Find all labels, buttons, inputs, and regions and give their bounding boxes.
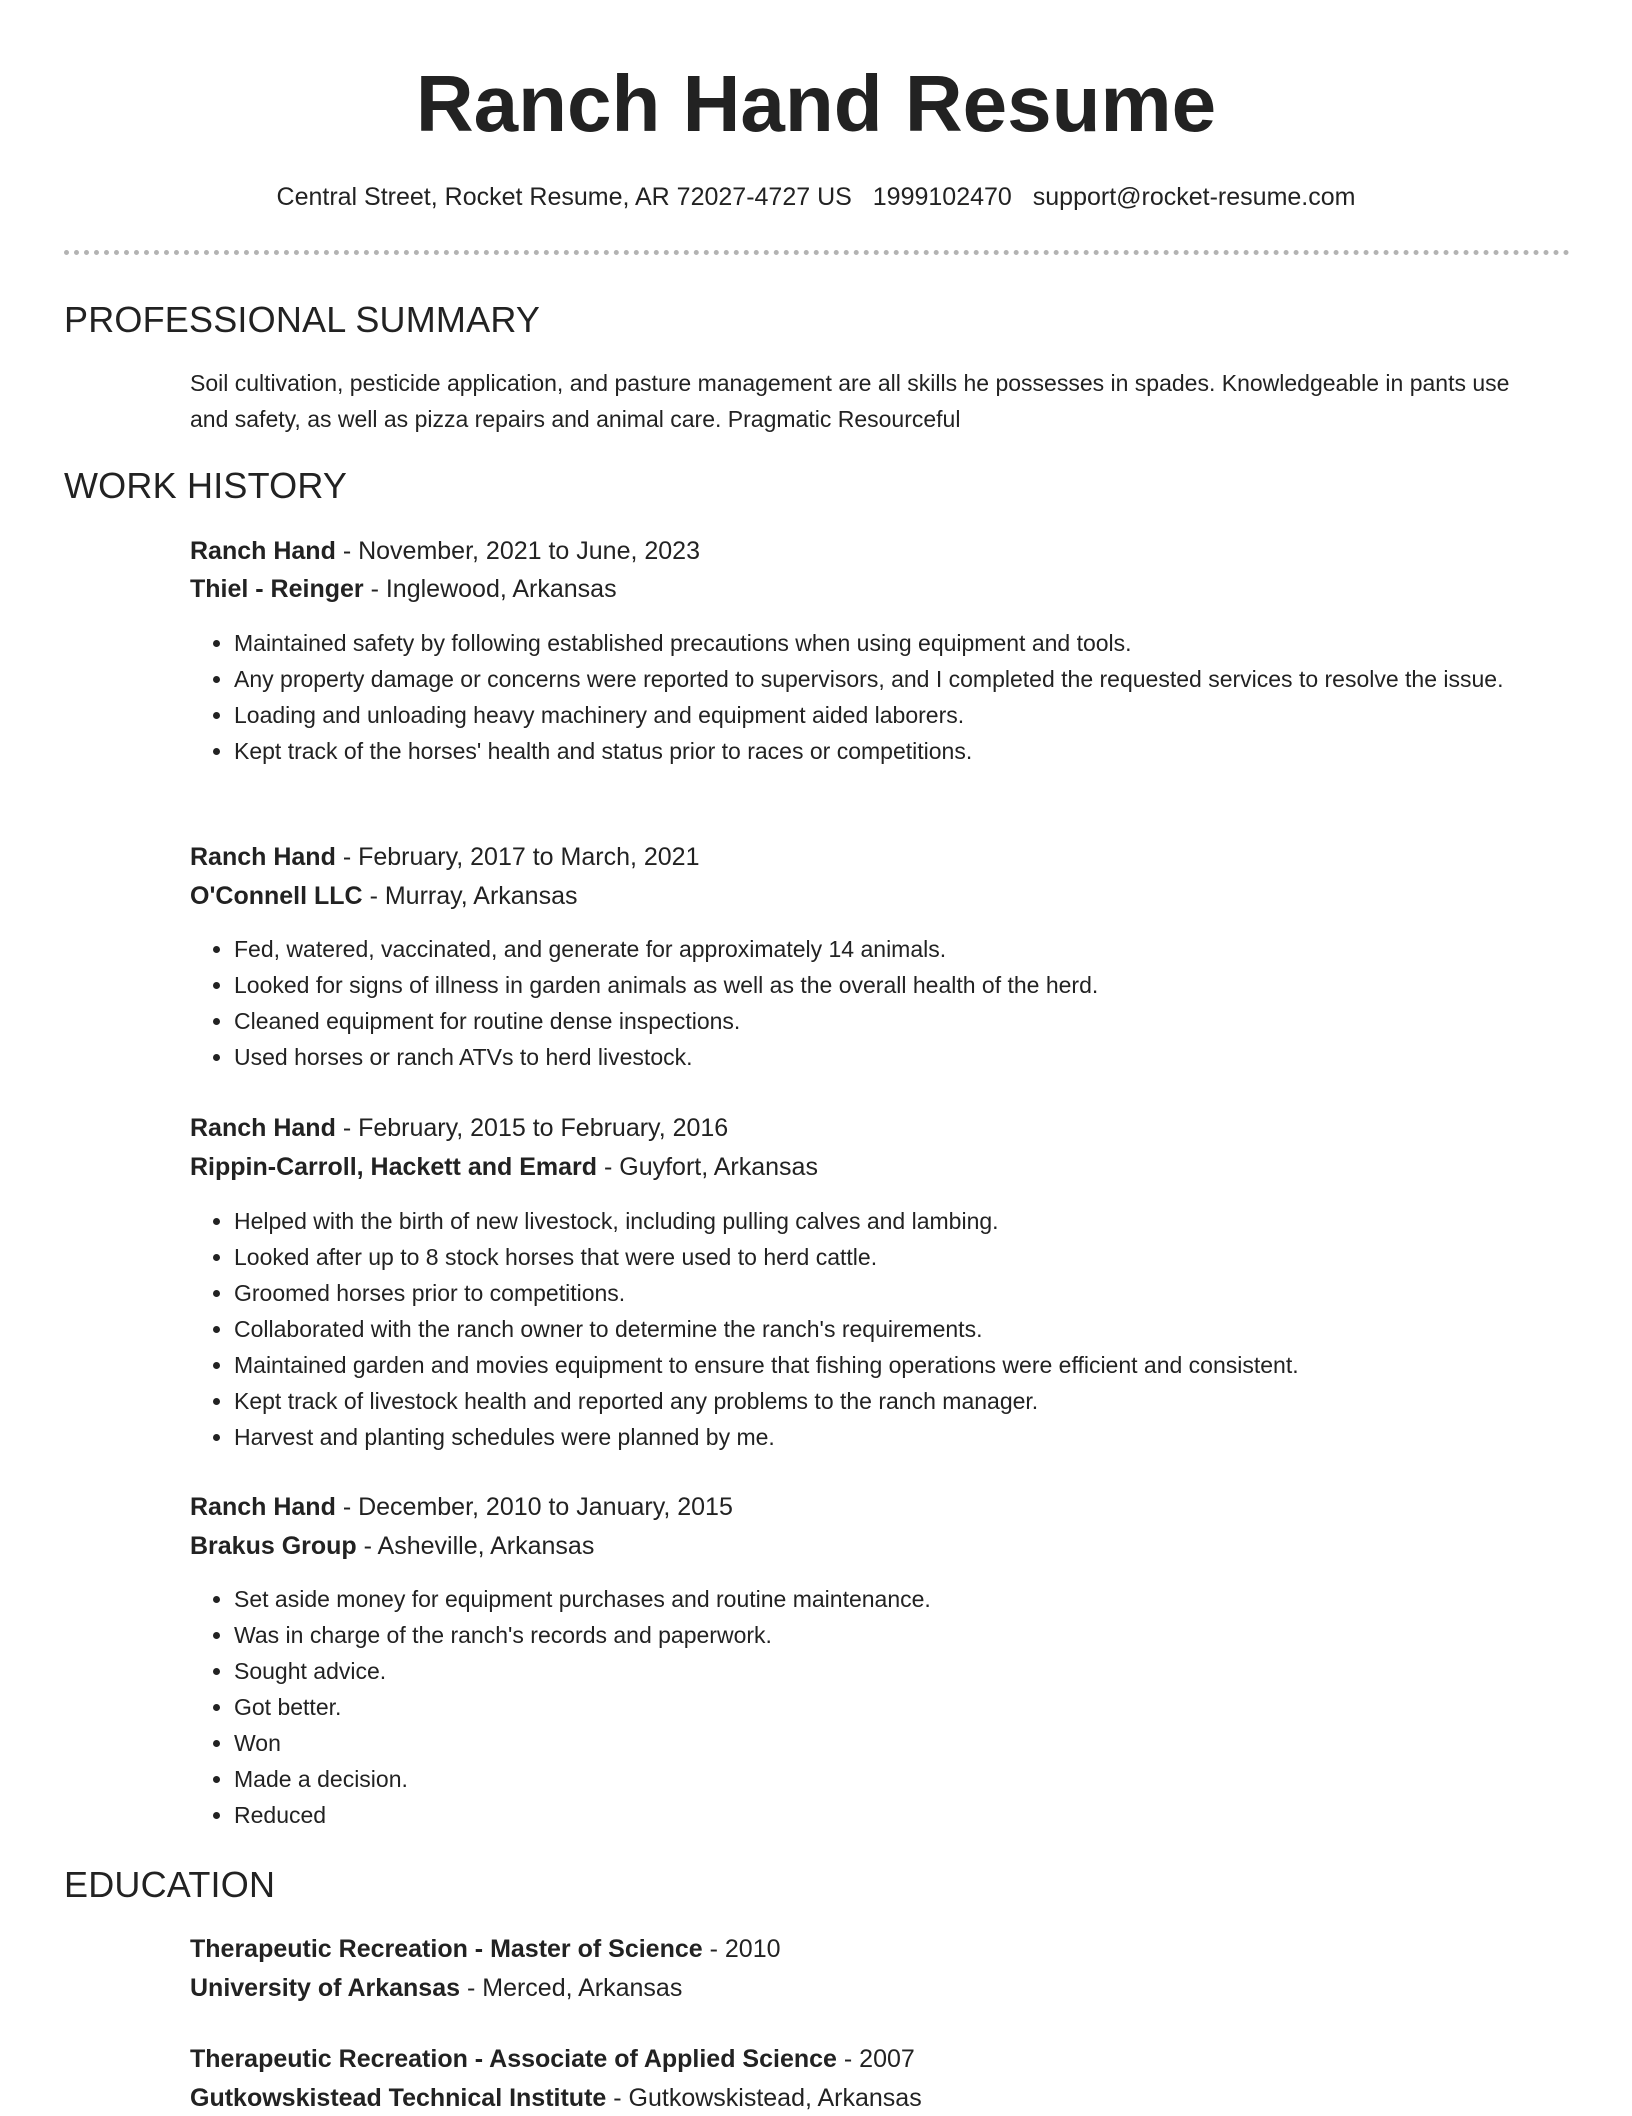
job-bullets — [190, 931, 1574, 1075]
list-item: • Any property damage or concerns were reported to supervisors, and I completed the requested services to resolve the issue. — [234, 661, 1574, 697]
job-title-line — [190, 1489, 1530, 1525]
list-item: • Looked after up to 8 stock horses that were used to herd cattle. — [234, 1239, 1574, 1275]
job-company: O'Connell LLC — [190, 882, 363, 910]
education-location: - Merced, Arkansas — [466, 1974, 683, 2002]
education-school: University of Arkansas — [190, 1974, 461, 2002]
job-company: Thiel - Reinger — [190, 575, 364, 603]
education-degree-line — [190, 2041, 1530, 2077]
list-item: • Groomed horses prior to competitions. — [234, 1275, 1574, 1311]
job-title-line — [190, 839, 1530, 875]
education-degree-line — [190, 1931, 1530, 1967]
list-item: • Set aside money for equipment purchases and routine maintenance. — [234, 1581, 1574, 1617]
education-year: - 2007 — [843, 2045, 915, 2073]
job-dates: - November, 2021 to June, 2023 — [342, 537, 700, 565]
list-item: • Maintained safety by following established precautions when using equipment and tools. — [234, 625, 1574, 661]
job-dates: - February, 2015 to February, 2016 — [342, 1114, 729, 1142]
list-item: • Kept track of the horses' health and status prior to races or competitions. — [234, 733, 1574, 769]
job-bullets — [190, 1581, 1574, 1833]
list-item: • Kept track of livestock health and reported any problems to the ranch manager. — [234, 1383, 1574, 1419]
page-title: Ranch Hand Resume — [415, 59, 1217, 148]
contact-phone: 1999102470 — [872, 183, 1012, 211]
education-year: - 2010 — [709, 1935, 781, 1963]
summary-text: Soil cultivation, pesticide application, and pasture management are all skills he possesses in spades. Knowledgeable in pants use and safety, as well as pizza repairs and animal care. Pragmatic Resourceful — [190, 370, 1510, 432]
summary-heading: PROFESSIONAL SUMMARY — [64, 299, 541, 340]
job-dates: - December, 2010 to January, 2015 — [342, 1493, 733, 1521]
job-company-line — [190, 1149, 1530, 1185]
list-item: • Collaborated with the ranch owner to determine the ranch's requirements. — [234, 1311, 1574, 1347]
list-item: • Won — [234, 1725, 1574, 1761]
education-school: Gutkowskistead Technical Institute — [190, 2084, 607, 2112]
job-title-line — [190, 533, 1530, 569]
job-dates: - February, 2017 to March, 2021 — [342, 843, 700, 871]
list-item: • Maintained garden and movies equipment to ensure that fishing operations were efficient and consistent. — [234, 1347, 1574, 1383]
list-item: • Helped with the birth of new livestock, including pulling calves and lambing. — [234, 1203, 1574, 1239]
list-item: • Made a decision. — [234, 1761, 1574, 1797]
work-history-heading: WORK HISTORY — [64, 465, 348, 506]
job-title: Ranch Hand — [190, 1493, 336, 1521]
job-bullets — [190, 625, 1574, 769]
job-location: - Murray, Arkansas — [369, 882, 578, 910]
job-location: - Asheville, Arkansas — [363, 1532, 595, 1560]
contact-line — [0, 181, 1632, 213]
list-item: • Used horses or ranch ATVs to herd livestock. — [234, 1039, 1574, 1075]
job-company-line — [190, 1528, 1530, 1564]
job-company-line — [190, 878, 1530, 914]
education-heading: EDUCATION — [64, 1864, 276, 1905]
list-item: • Was in charge of the ranch's records and paperwork. — [234, 1617, 1574, 1653]
contact-email: support@rocket-resume.com — [1032, 183, 1356, 211]
education-school-line — [190, 1970, 1530, 2006]
list-item: • Harvest and planting schedules were planned by me. — [234, 1419, 1574, 1455]
job-bullets — [190, 1203, 1574, 1455]
job-location: - Guyfort, Arkansas — [603, 1153, 818, 1181]
list-item: • Got better. — [234, 1689, 1574, 1725]
list-item: • Fed, watered, vaccinated, and generate for approximately 14 animals. — [234, 931, 1574, 967]
job-location: - Inglewood, Arkansas — [370, 575, 617, 603]
job-company-line — [190, 571, 1530, 607]
job-company: Rippin-Carroll, Hackett and Emard — [190, 1153, 598, 1181]
job-title: Ranch Hand — [190, 843, 336, 871]
list-item: • Reduced — [234, 1797, 1574, 1833]
job-title: Ranch Hand — [190, 537, 336, 565]
list-item: • Cleaned equipment for routine dense inspections. — [234, 1003, 1574, 1039]
list-item: • Loading and unloading heavy machinery and equipment aided laborers. — [234, 697, 1574, 733]
list-item: • Looked for signs of illness in garden animals as well as the overall health of the herd. — [234, 967, 1574, 1003]
contact-address: Central Street, Rocket Resume, AR 72027-4727 US — [276, 183, 852, 211]
education-degree: Therapeutic Recreation - Associate of Applied Science — [190, 2045, 837, 2073]
job-company: Brakus Group — [190, 1532, 357, 1560]
education-degree: Therapeutic Recreation - Master of Science — [190, 1935, 703, 1963]
education-school-line — [190, 2080, 1530, 2116]
job-title: Ranch Hand — [190, 1114, 336, 1142]
job-title-line — [190, 1110, 1530, 1146]
education-location: - Gutkowskistead, Arkansas — [613, 2084, 922, 2112]
header-divider — [64, 250, 1570, 255]
list-item: • Sought advice. — [234, 1653, 1574, 1689]
